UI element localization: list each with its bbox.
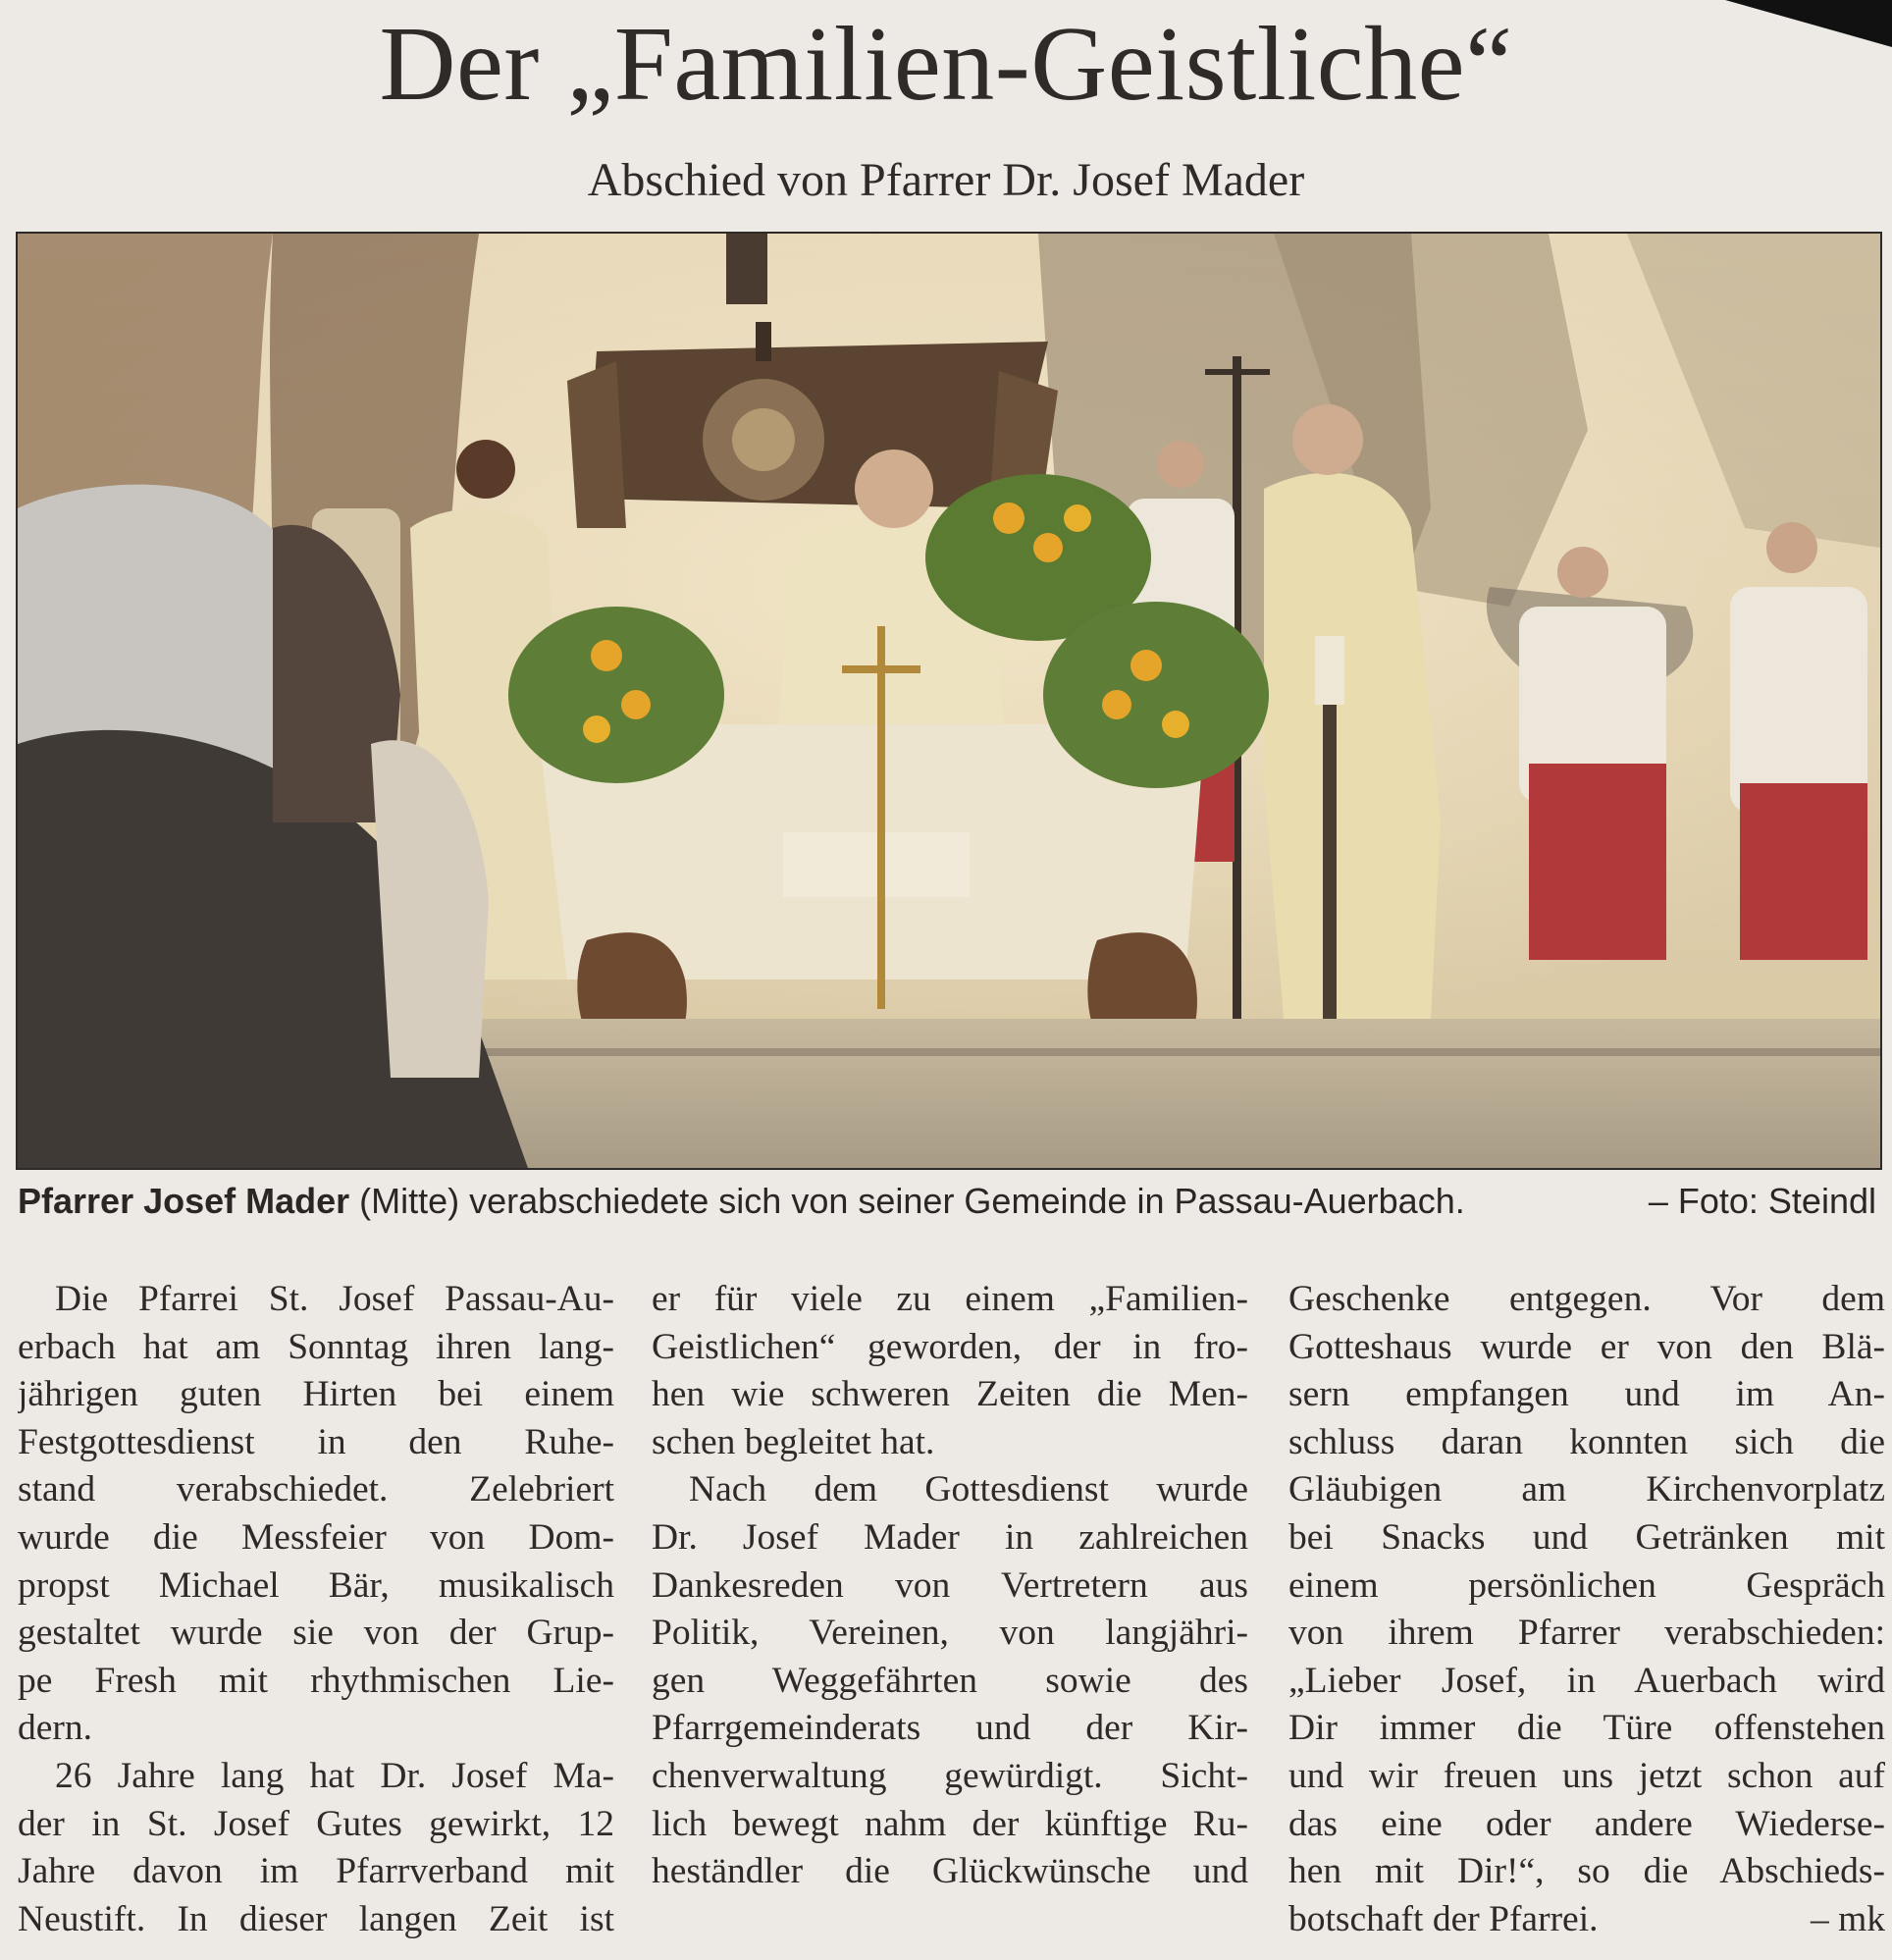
text-line: gen Weggefährten sowie des — [652, 1660, 1248, 1701]
text-line-content: botschaft der Pfarrei. — [1288, 1898, 1599, 1939]
text-line: chenverwaltung gewürdigt. Sicht- — [652, 1755, 1248, 1796]
text-line: Neustift. In dieser langen Zeit ist — [18, 1898, 614, 1939]
text-line: stand verabschiedet. Zelebriert — [18, 1469, 614, 1510]
text-line: schen begleitet hat. — [652, 1421, 935, 1462]
text-line: von ihrem Pfarrer verabschieden: — [1288, 1613, 1885, 1654]
text-line: einem persönlichen Gespräch — [1288, 1564, 1885, 1606]
text-line: schluss daran konnten sich die — [1288, 1421, 1885, 1462]
text-line: jährigen guten Hirten bei einem — [18, 1374, 614, 1415]
article-column-1 — [18, 1276, 614, 1943]
article-photo — [16, 232, 1882, 1170]
text-line: Die Pfarrei St. Josef Passau-Au- — [55, 1279, 614, 1319]
text-line: der in St. Josef Gutes gewirkt, 12 — [18, 1803, 614, 1844]
article-column-2 — [652, 1276, 1248, 1896]
text-line: lich bewegt nahm der künftige Ru- — [652, 1803, 1248, 1844]
text-line: 26 Jahre lang hat Dr. Josef Ma- — [55, 1755, 614, 1796]
caption-text: (Mitte) verabschiedete sich von seiner Gemeinde in Passau-Auerbach. — [349, 1181, 1465, 1221]
text-line: Geistlichen“ geworden, der in fro- — [652, 1326, 1248, 1367]
text-line: erbach hat am Sonntag ihren lang- — [18, 1326, 614, 1367]
text-line: Jahre davon im Pfarrverband mit — [18, 1851, 614, 1892]
text-line: Politik, Vereinen, von langjähri- — [652, 1613, 1248, 1654]
text-line: propst Michael Bär, musikalisch — [18, 1564, 614, 1606]
text-line: „Lieber Josef, in Auerbach wird — [1288, 1660, 1885, 1701]
text-line: Geschenke entgegen. Vor dem — [1288, 1279, 1885, 1319]
text-line: gestaltet wurde sie von der Grup- — [18, 1613, 614, 1654]
text-line: Festgottesdienst in den Ruhe- — [18, 1421, 614, 1462]
text-line: pe Fresh mit rhythmischen Lie- — [18, 1660, 614, 1701]
text-line: sern empfangen und im An- — [1288, 1374, 1885, 1415]
text-line: Dankesreden von Vertretern aus — [652, 1564, 1248, 1606]
text-line: Dr. Josef Mader in zahlreichen — [652, 1516, 1248, 1558]
text-line: Gotteshaus wurde er von den Blä- — [1288, 1326, 1885, 1367]
text-line: bei Snacks und Getränken mit — [1288, 1516, 1885, 1558]
text-line: wurde die Messfeier von Dom- — [18, 1516, 614, 1558]
headline: Der „Familien-Geistliche“ — [379, 6, 1513, 123]
text-line: dern. — [18, 1708, 93, 1749]
caption-name: Pfarrer Josef Mader — [18, 1181, 350, 1221]
text-line: das eine oder andere Wiederse- — [1288, 1803, 1885, 1844]
article-column-3 — [1288, 1276, 1885, 1943]
text-line: er für viele zu einem „Familien- — [652, 1279, 1248, 1319]
text-line: Gläubigen am Kirchenvorplatz — [1288, 1469, 1885, 1510]
author-signature: – mk — [1810, 1898, 1885, 1939]
text-line: hen mit Dir!“, so die Abschieds- — [1288, 1851, 1885, 1892]
text-line: Pfarrgemeinderats und der Kir- — [652, 1708, 1248, 1749]
text-line: Dir immer die Türe offenstehen — [1288, 1708, 1885, 1749]
subheadline: Abschied von Pfarrer Dr. Josef Mader — [587, 154, 1305, 206]
photo-credit: – Foto: Steindl — [1648, 1181, 1876, 1221]
text-line: hen wie schweren Zeiten die Men- — [652, 1374, 1248, 1415]
church-altar-photo — [18, 234, 1880, 1168]
photo-caption — [18, 1176, 1876, 1227]
text-line: heständler die Glückwünsche und — [652, 1851, 1248, 1892]
text-line: Nach dem Gottesdienst wurde — [689, 1469, 1248, 1510]
text-line — [1288, 1896, 1885, 1944]
text-line: und wir freuen uns jetzt schon auf — [1288, 1755, 1885, 1796]
